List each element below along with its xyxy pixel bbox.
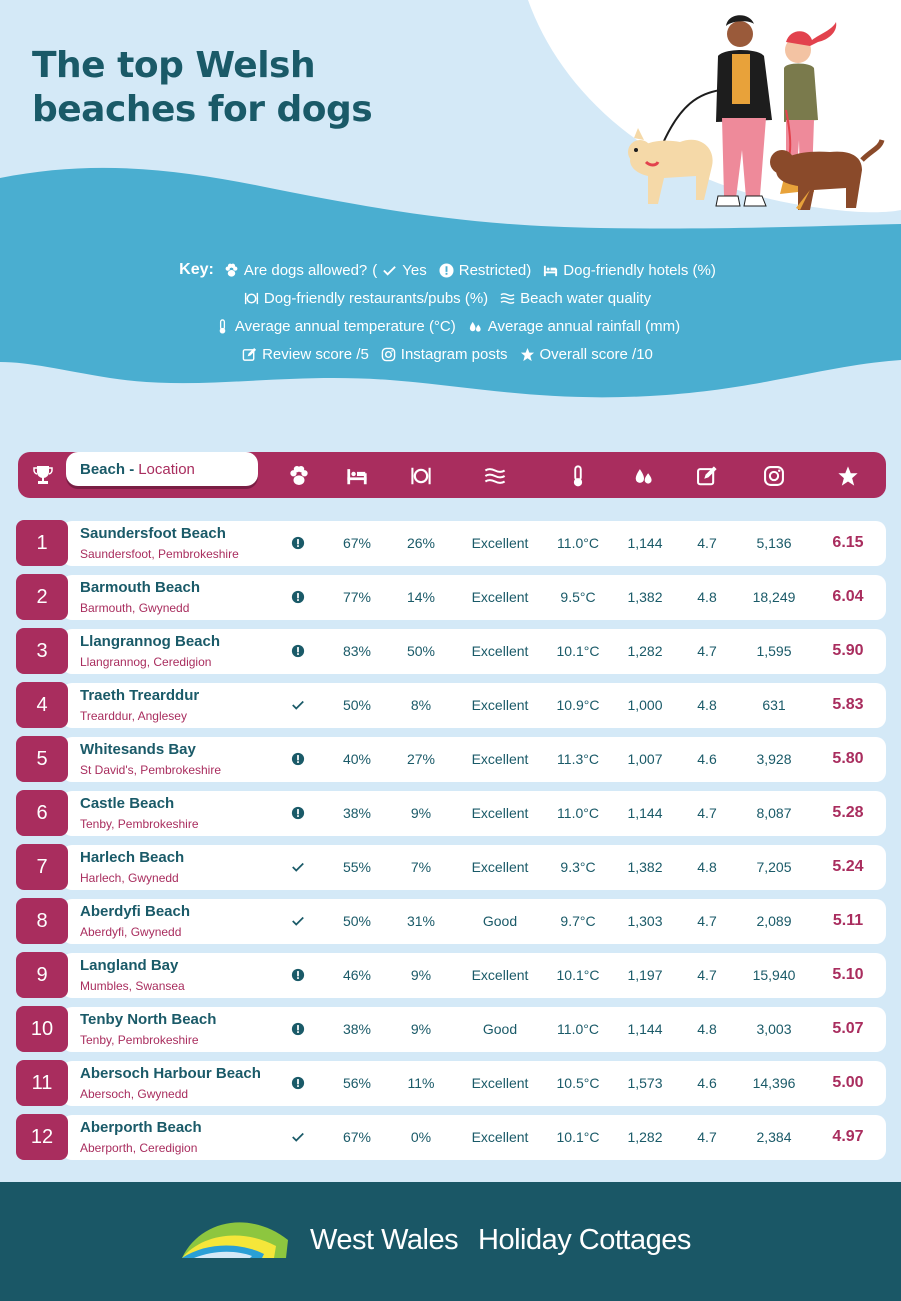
- restaurants-cell: 9%: [410, 805, 432, 821]
- restaurants-cell: 7%: [410, 859, 432, 875]
- review-cell: 4.7: [697, 913, 717, 929]
- score-cell: 5.24: [832, 858, 864, 875]
- water-cell: Good: [482, 913, 518, 929]
- bed-icon: [543, 263, 558, 278]
- plate-cutlery-icon: [410, 465, 432, 487]
- temp-cell: 11.0°C: [557, 535, 599, 551]
- key-yes: Yes: [402, 261, 427, 279]
- beach-location: Saundersfoot, Pembrokeshire: [80, 547, 239, 561]
- paw-icon: [224, 263, 239, 278]
- hotels-cell: 77%: [342, 589, 372, 605]
- key-instagram: Instagram posts: [400, 345, 508, 363]
- water-waves-icon: [484, 465, 506, 487]
- table-row: [0, 898, 901, 944]
- hotels-cell: 50%: [342, 697, 372, 713]
- water-cell: Excellent: [471, 589, 529, 605]
- review-cell: 4.7: [697, 1129, 717, 1145]
- temp-cell: 11.0°C: [557, 805, 599, 821]
- rank-badge: 12: [16, 1114, 68, 1160]
- table-header: [18, 452, 886, 498]
- exclamation-icon: [439, 263, 454, 278]
- insta-cell: 631: [762, 697, 786, 713]
- beach-name: Traeth Trearddur: [80, 687, 200, 704]
- insta-cell: 5,136: [756, 535, 792, 551]
- insta-cell: 7,205: [756, 859, 792, 875]
- restaurants-cell: 31%: [406, 913, 436, 929]
- temp-cell: 9.3°C: [560, 859, 596, 875]
- rank-badge: 11: [16, 1060, 68, 1106]
- page-title: The top Welsh beaches for dogs: [32, 45, 373, 130]
- paw-icon: [288, 465, 310, 487]
- beach-location: Tenby, Pembrokeshire: [80, 1033, 199, 1047]
- instagram-icon: [763, 465, 785, 487]
- temp-cell: 10.9°C: [556, 697, 600, 713]
- beach-name: Langland Bay: [80, 957, 179, 974]
- temp-cell: 9.5°C: [560, 589, 596, 605]
- footer: [0, 1182, 901, 1301]
- legend-key: Key: Are dogs allowed? ( Yes Restricted) Dog-friendly hotels (%) Dog-friendly restaurants/pubs (%) Beach water quality Average annual temperature (°C) Average annual rainfall (mm) Review score /5 Instagram posts Overall score /10: [179, 261, 716, 363]
- beach-table-body: [0, 520, 901, 1168]
- review-cell: 4.8: [697, 589, 717, 605]
- beach-location: Llangrannog, Ceredigion: [80, 655, 212, 669]
- score-cell: 5.90: [832, 642, 864, 659]
- key-review: Review score /5: [262, 345, 369, 363]
- temp-cell: 10.5°C: [556, 1075, 600, 1091]
- beach-name: Abersoch Harbour Beach: [80, 1065, 261, 1082]
- bed-icon: [346, 465, 368, 487]
- water-waves-icon: [500, 291, 515, 306]
- table-row: [0, 1060, 901, 1106]
- beach-location: Harlech, Gwynedd: [80, 871, 179, 885]
- rain-cell: 1,382: [627, 859, 663, 875]
- rank-badge: 9: [16, 952, 68, 998]
- temp-cell: 10.1°C: [556, 967, 600, 983]
- rain-cell: 1,007: [627, 751, 663, 767]
- hotels-cell: 46%: [342, 967, 372, 983]
- rain-drops-icon: [468, 319, 483, 334]
- restaurants-cell: 26%: [406, 535, 436, 551]
- beach-location: Trearddur, Anglesey: [80, 709, 187, 723]
- review-cell: 4.6: [697, 1075, 717, 1091]
- rank-badge: 3: [16, 628, 68, 674]
- restaurants-cell: 14%: [406, 589, 436, 605]
- score-cell: 5.10: [832, 966, 864, 983]
- review-cell: 4.7: [697, 643, 717, 659]
- key-dogs-allowed: Are dogs allowed?: [243, 261, 368, 279]
- insta-cell: 3,928: [756, 751, 792, 767]
- key-temperature: Average annual temperature (°C): [234, 317, 456, 335]
- table-row: [0, 790, 901, 836]
- score-cell: 6.04: [832, 588, 864, 605]
- restaurants-cell: 0%: [410, 1129, 432, 1145]
- hotels-cell: 83%: [342, 643, 372, 659]
- water-cell: Excellent: [471, 697, 529, 713]
- table-row: [0, 574, 901, 620]
- rain-cell: 1,382: [627, 589, 663, 605]
- temp-cell: 9.7°C: [560, 913, 596, 929]
- temp-cell: 10.1°C: [556, 643, 600, 659]
- exclamation-icon: [291, 644, 305, 658]
- beach-location: Abersoch, Gwynedd: [80, 1087, 189, 1101]
- plate-cutlery-icon: [244, 291, 259, 306]
- key-restaurants: Dog-friendly restaurants/pubs (%): [263, 289, 489, 307]
- key-label: Key:: [179, 261, 214, 278]
- key-restricted: Restricted): [458, 261, 532, 279]
- rank-badge: 7: [16, 844, 68, 890]
- rank-badge: 1: [16, 520, 68, 566]
- water-cell: Excellent: [471, 1075, 529, 1091]
- water-cell: Excellent: [471, 751, 529, 767]
- table-row: [0, 682, 901, 728]
- thermometer-icon: [215, 319, 230, 334]
- rain-cell: 1,144: [627, 1021, 663, 1037]
- water-cell: Good: [482, 1021, 518, 1037]
- score-cell: 5.83: [832, 696, 864, 713]
- beach-location: Mumbles, Swansea: [80, 979, 185, 993]
- review-cell: 4.8: [697, 1021, 717, 1037]
- rain-cell: 1,282: [627, 643, 663, 659]
- star-icon: [520, 347, 535, 362]
- rank-badge: 5: [16, 736, 68, 782]
- west-wales-logo: [180, 1214, 290, 1266]
- check-icon: [291, 698, 305, 712]
- key-overall: Overall score /10: [539, 345, 653, 363]
- water-cell: Excellent: [471, 805, 529, 821]
- beach-location: Aberdyfi, Gwynedd: [80, 925, 182, 939]
- exclamation-icon: [291, 752, 305, 766]
- temp-cell: 11.0°C: [557, 1021, 599, 1037]
- rank-badge: 4: [16, 682, 68, 728]
- exclamation-icon: [291, 1022, 305, 1036]
- restaurants-cell: 11%: [407, 1075, 435, 1091]
- check-icon: [291, 860, 305, 874]
- hotels-cell: 55%: [342, 859, 372, 875]
- hotels-cell: 67%: [342, 535, 372, 551]
- rain-cell: 1,282: [627, 1129, 663, 1145]
- check-icon: [291, 1130, 305, 1144]
- rain-drops-icon: [633, 465, 655, 487]
- hotels-cell: 38%: [342, 805, 372, 821]
- score-cell: 5.11: [832, 912, 864, 929]
- table-row: [0, 952, 901, 998]
- restaurants-cell: 9%: [410, 1021, 432, 1037]
- water-cell: Excellent: [471, 535, 529, 551]
- rain-cell: 1,144: [627, 535, 663, 551]
- beach-location: Aberporth, Ceredigion: [80, 1141, 198, 1155]
- review-cell: 4.7: [697, 805, 717, 821]
- insta-cell: 1,595: [756, 643, 792, 659]
- star-icon: [837, 465, 859, 487]
- beach-name: Llangrannog Beach: [80, 633, 221, 650]
- beach-location: St David's, Pembrokeshire: [80, 763, 222, 777]
- beach-name: Tenby North Beach: [80, 1011, 217, 1028]
- review-cell: 4.6: [697, 751, 717, 767]
- score-cell: 5.80: [832, 750, 864, 767]
- review-cell: 4.7: [697, 967, 717, 983]
- beach-name: Whitesands Bay: [80, 741, 196, 758]
- hotels-cell: 50%: [342, 913, 372, 929]
- review-cell: 4.8: [697, 859, 717, 875]
- rank-badge: 6: [16, 790, 68, 836]
- rain-cell: 1,303: [627, 913, 663, 929]
- beach-location: Tenby, Pembrokeshire: [80, 817, 199, 831]
- table-row: [0, 1114, 901, 1160]
- thermometer-icon: [567, 465, 589, 487]
- water-cell: Excellent: [471, 643, 529, 659]
- beach-name: Harlech Beach: [80, 849, 185, 866]
- beach-location-header: [66, 452, 258, 486]
- table-row: [0, 844, 901, 890]
- review-cell: 4.8: [697, 697, 717, 713]
- rank-badge: 2: [16, 574, 68, 620]
- score-cell: 5.07: [832, 1020, 864, 1037]
- beach-name: Aberdyfi Beach: [80, 903, 191, 920]
- table-row: [0, 520, 901, 566]
- check-icon: [291, 914, 305, 928]
- insta-cell: 3,003: [756, 1021, 792, 1037]
- beach-name: Castle Beach: [80, 795, 175, 812]
- trophy-icon: [32, 464, 54, 486]
- water-cell: Excellent: [471, 859, 529, 875]
- insta-cell: 2,089: [756, 913, 792, 929]
- insta-cell: 2,384: [756, 1129, 792, 1145]
- check-icon: [382, 263, 397, 278]
- hotels-cell: 40%: [342, 751, 372, 767]
- hotels-cell: 56%: [342, 1075, 372, 1091]
- hotels-cell: 38%: [342, 1021, 372, 1037]
- key-water: Beach water quality: [520, 289, 652, 307]
- table-row: [0, 1006, 901, 1052]
- people-walking-dogs-illustration: [600, 10, 890, 220]
- beach-name: Barmouth Beach: [80, 579, 201, 596]
- header-location: Location: [138, 460, 195, 478]
- exclamation-icon: [291, 536, 305, 550]
- rank-badge: 8: [16, 898, 68, 944]
- rain-cell: 1,000: [627, 697, 663, 713]
- rain-cell: 1,197: [627, 967, 663, 983]
- insta-cell: 8,087: [756, 805, 792, 821]
- edit-icon: [696, 465, 718, 487]
- hotels-cell: 67%: [342, 1129, 372, 1145]
- edit-icon: [242, 347, 257, 362]
- table-row: [0, 628, 901, 674]
- score-cell: 5.28: [832, 804, 864, 821]
- restaurants-cell: 8%: [410, 697, 432, 713]
- insta-cell: 18,249: [752, 589, 796, 605]
- exclamation-icon: [291, 968, 305, 982]
- key-hotels: Dog-friendly hotels (%): [563, 261, 716, 279]
- exclamation-icon: [291, 1076, 305, 1090]
- beach-location: Barmouth, Gwynedd: [80, 601, 190, 615]
- key-rainfall: Average annual rainfall (mm): [487, 317, 681, 335]
- table-row: [0, 736, 901, 782]
- beach-name: Aberporth Beach: [80, 1119, 202, 1136]
- water-cell: Excellent: [471, 967, 529, 983]
- water-cell: Excellent: [471, 1129, 529, 1145]
- temp-cell: 10.1°C: [556, 1129, 600, 1145]
- restaurants-cell: 50%: [406, 643, 436, 659]
- exclamation-icon: [291, 590, 305, 604]
- restaurants-cell: 27%: [406, 751, 436, 767]
- exclamation-icon: [291, 806, 305, 820]
- insta-cell: 14,396: [752, 1075, 796, 1091]
- score-cell: 4.97: [832, 1128, 864, 1145]
- instagram-icon: [381, 347, 396, 362]
- score-cell: 5.00: [832, 1074, 864, 1091]
- beach-name: Saundersfoot Beach: [80, 525, 226, 542]
- restaurants-cell: 9%: [410, 967, 432, 983]
- score-cell: 6.15: [832, 534, 864, 551]
- review-cell: 4.7: [697, 535, 717, 551]
- brand-holiday-cottages: Holiday Cottages: [478, 1224, 691, 1256]
- header-beach: Beach -: [80, 460, 135, 478]
- temp-cell: 11.3°C: [557, 751, 599, 767]
- rain-cell: 1,144: [627, 805, 663, 821]
- rain-cell: 1,573: [627, 1075, 663, 1091]
- rank-badge: 10: [16, 1006, 68, 1052]
- brand-west-wales: West Wales: [310, 1224, 459, 1256]
- insta-cell: 15,940: [752, 967, 796, 983]
